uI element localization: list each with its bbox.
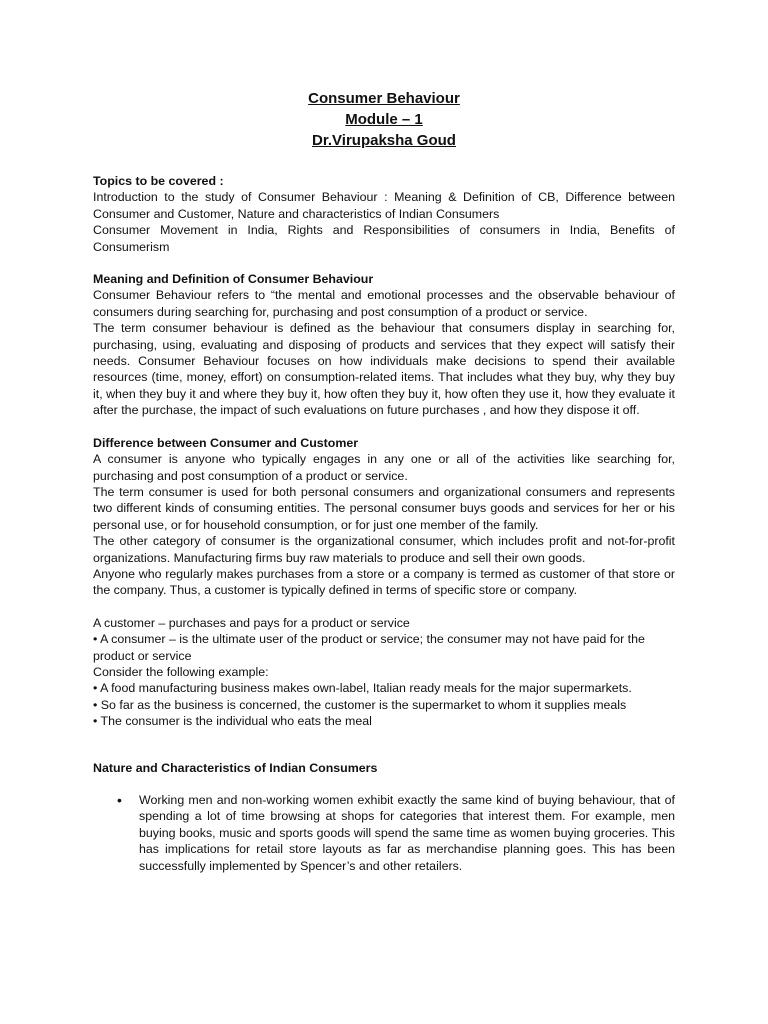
difference-paragraph: The term consumer is used for both personal consumers and organizational consumers and represents two different kinds of consuming entities. The personal consumer buys goods and services for her or his personal use, or for household consumption, or for just one member of the family. bbox=[93, 484, 675, 532]
module-label: Module – 1 bbox=[345, 111, 423, 128]
example-line: • A consumer – is the ultimate user of the product or service; the consumer may not have paid for the product or service bbox=[93, 632, 645, 663]
spacer bbox=[93, 730, 675, 760]
difference-paragraph: Anyone who regularly makes purchases from a store or a company is termed as customer of that store or the company. Thus, a customer is typically defined in terms of specific store or company. bbox=[93, 566, 675, 598]
example-line: • The consumer is the individual who eats the meal bbox=[93, 714, 372, 729]
author-name: Dr.Virupaksha Goud bbox=[312, 132, 456, 149]
difference-paragraph: The other category of consumer is the organizational consumer, which includes profit and not-for-profit organizations. Manufacturing firms buy raw materials to produce and sell their own goods. bbox=[93, 534, 675, 565]
example-line: • A food manufacturing business makes own-label, Italian ready meals for the major supermarkets. bbox=[93, 681, 632, 696]
spacer bbox=[93, 599, 675, 615]
difference-heading: Difference between Consumer and Customer bbox=[93, 435, 359, 450]
list-item: • Working men and non-working women exhibit exactly the same kind of buying behaviour, that of spending a lot of time browsing at shops for categories that interest them. For example, men buying books, music and sports goods will spend the same time as women buying groceries. This has implications for retail store layouts as far as merchandise planning goes. This has been successfully implemented by Spencer’s and other retailers. bbox=[139, 792, 675, 874]
nature-bullet-list bbox=[93, 792, 675, 874]
spacer bbox=[93, 255, 675, 271]
meaning-heading: Meaning and Definition of Consumer Behaviour bbox=[93, 272, 374, 287]
topics-heading: Topics to be covered : bbox=[93, 174, 224, 188]
meaning-paragraph: The term consumer behaviour is defined as the behaviour that consumers display in searching for, purchasing, using, evaluating and disposing of products and services that they expect will satisfy their needs. Consumer Behaviour focuses on how individuals make decisions to spend their available resources (time, money, effort) on consumption-related items. That includes what they buy, why they buy it, when they buy it and where they buy it, how often they buy it, how often they use it, how they evaluate it after the purchase, the impact of such evaluations on future purchases , and how they dispose it off. bbox=[93, 321, 675, 418]
nature-heading: Nature and Characteristics of Indian Consumers bbox=[93, 760, 378, 775]
topics-line: Introduction to the study of Consumer Behaviour : Meaning & Definition of CB, Difference between Consumer and Customer, Nature and characteristics of Indian Consumers bbox=[93, 190, 675, 221]
difference-paragraph: A consumer is anyone who typically engages in any one or all of the activities like searching for, purchasing and post consumption of a product or service. bbox=[93, 452, 675, 483]
spacer bbox=[93, 419, 675, 435]
topics-line: Consumer Movement in India, Rights and Responsibilities of consumers in India, Benefits of Consumerism bbox=[93, 223, 675, 254]
document-title: Consumer Behaviour bbox=[308, 90, 460, 107]
example-line: Consider the following example: bbox=[93, 664, 269, 679]
title-block bbox=[93, 88, 675, 151]
spacer bbox=[93, 776, 675, 792]
meaning-paragraph: Consumer Behaviour refers to “the mental and emotional processes and the observable behaviour of consumers during searching for, purchasing and post consumption of a product or service. bbox=[93, 288, 675, 319]
example-line: A customer – purchases and pays for a product or service bbox=[93, 615, 410, 630]
example-line: • So far as the business is concerned, the customer is the supermarket to whom it supplies meals bbox=[93, 697, 627, 712]
